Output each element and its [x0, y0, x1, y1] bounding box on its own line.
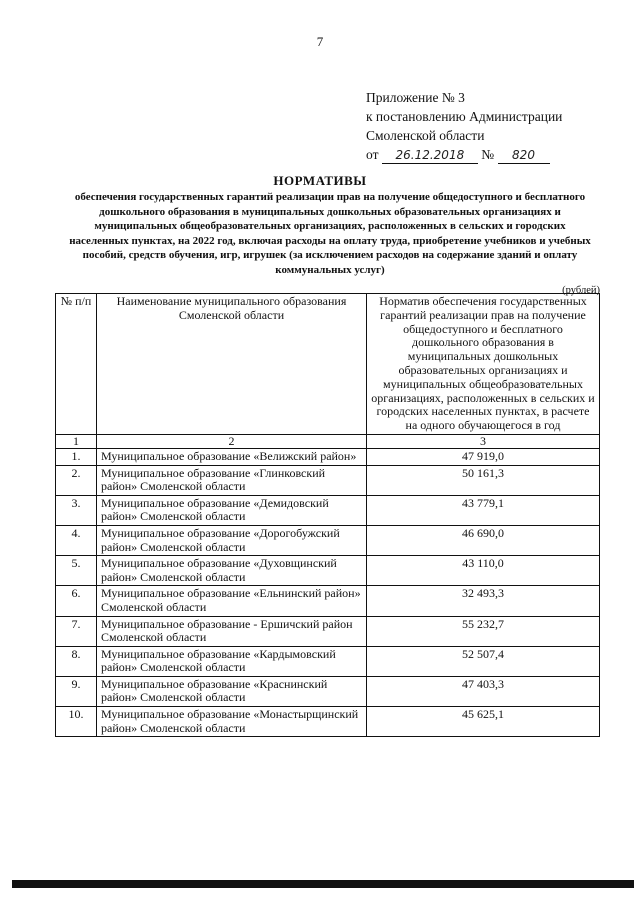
- row-number: 6.: [56, 586, 97, 616]
- municipality-name: Муниципальное образование «Глинковский район» Смоленской области: [97, 465, 367, 495]
- table-header-row: [56, 294, 600, 435]
- page-number: 7: [316, 34, 324, 49]
- row-number: 4.: [56, 525, 97, 555]
- norm-value: 47 403,3: [367, 676, 600, 706]
- header-number: № п/п: [56, 294, 97, 435]
- unit-label: (рублей): [562, 285, 600, 296]
- norm-value: 32 493,3: [367, 586, 600, 616]
- table-row: [56, 616, 600, 646]
- document-title: НОРМАТИВЫ: [273, 173, 367, 188]
- appendix-date-line: [366, 145, 562, 164]
- table-row: [56, 465, 600, 495]
- row-number: 9.: [56, 676, 97, 706]
- table-row: [56, 556, 600, 586]
- municipality-name: Муниципальное образование - Ершичский район Смоленской области: [97, 616, 367, 646]
- table-row: [56, 525, 600, 555]
- row-number: 8.: [56, 646, 97, 676]
- column-number: 2: [97, 434, 367, 448]
- column-number: 3: [367, 434, 600, 448]
- municipality-name: Муниципальное образование «Кардымовский район» Смоленской области: [97, 646, 367, 676]
- appendix-block: [366, 88, 562, 164]
- handwritten-number: 820: [498, 148, 550, 164]
- norm-value: 50 161,3: [367, 465, 600, 495]
- norm-value: 45 625,1: [367, 707, 600, 737]
- norm-value: 43 110,0: [367, 556, 600, 586]
- municipality-name: Муниципальное образование «Монастырщинский район» Смоленской области: [97, 707, 367, 737]
- norm-value: 43 779,1: [367, 495, 600, 525]
- appendix-decree: к постановлению Администрации: [366, 109, 563, 124]
- scan-border-bar: [12, 880, 634, 888]
- column-number: 1: [56, 434, 97, 448]
- table-row: [56, 586, 600, 616]
- municipality-name: Муниципальное образование «Велижский район»: [97, 448, 367, 465]
- table-row: [56, 676, 600, 706]
- municipality-name: Муниципальное образование «Духовщинский район» Смоленской области: [97, 556, 367, 586]
- table-row: [56, 707, 600, 737]
- handwritten-date: 26.12.2018: [382, 148, 478, 164]
- row-number: 3.: [56, 495, 97, 525]
- table-body: [56, 448, 600, 736]
- header-name: Наименование муниципального образования Смоленской области: [97, 294, 367, 435]
- row-number: 2.: [56, 465, 97, 495]
- norms-table: [55, 293, 600, 737]
- municipality-name: Муниципальное образование «Краснинский район» Смоленской области: [97, 676, 367, 706]
- row-number: 5.: [56, 556, 97, 586]
- row-number: 1.: [56, 448, 97, 465]
- municipality-name: Муниципальное образование «Демидовский район» Смоленской области: [97, 495, 367, 525]
- appendix-title: Приложение № 3: [366, 90, 465, 105]
- appendix-region: Смоленской области: [366, 128, 485, 143]
- table-row: [56, 646, 600, 676]
- row-number: 10.: [56, 707, 97, 737]
- table-row: [56, 495, 600, 525]
- norm-value: 46 690,0: [367, 525, 600, 555]
- norm-value: 47 919,0: [367, 448, 600, 465]
- municipality-name: Муниципальное образование «Дорогобужский район» Смоленской области: [97, 525, 367, 555]
- column-number-row: [56, 434, 600, 448]
- norm-value: 55 232,7: [367, 616, 600, 646]
- date-prefix: от: [366, 147, 379, 162]
- row-number: 7.: [56, 616, 97, 646]
- number-prefix: №: [481, 147, 495, 162]
- header-norm: Норматив обеспечения государственных гарантий реализации прав на получение общедоступного и бесплатного дошкольного образования в муниципальных дошкольных образовательных организациях и муниципальных общеобразовательных организациях, расположенных в сельских и городских населенных пунктах, в расчете на одного обучающегося в год: [367, 294, 600, 435]
- table-row: [56, 448, 600, 465]
- municipality-name: Муниципальное образование «Ельнинский район» Смоленской области: [97, 586, 367, 616]
- document-subtitle: обеспечения государственных гарантий реализации прав на получение общедоступного и бесплатного дошкольного образования в муниципальных дошкольных образовательных организациях и муниципальных общеобразовательных организациях, расположенных в сельских и городских населенных пунктах, на 2022 год, включая расходы на оплату труда, приобретение учебников и учебных пособий, средств обучения, игр, игрушек (за исключением расходов на содержание зданий и оплату коммунальных услуг): [69, 191, 591, 276]
- norm-value: 52 507,4: [367, 646, 600, 676]
